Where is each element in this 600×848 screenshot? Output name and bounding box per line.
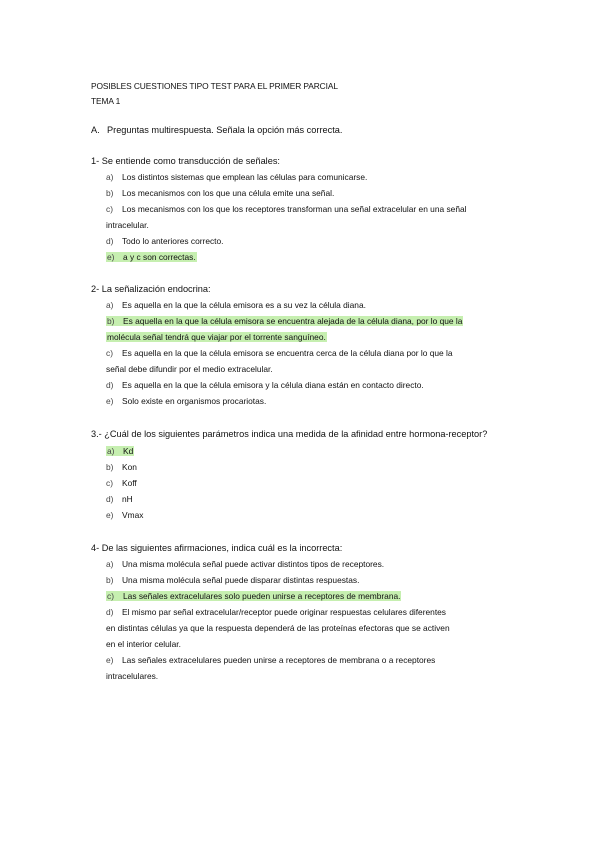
- q3-option-b: b) Kon: [106, 462, 137, 472]
- q2-option-c-cont: señal debe difundir por el medio extracelular.: [106, 364, 273, 374]
- question-2: 2- La señalización endocrina:: [91, 284, 211, 294]
- q2-option-c: c) Es aquella en la que la célula emisora se encuentra cerca de la célula diana por lo que la: [106, 348, 453, 358]
- q1-option-c: c) Los mecanismos con los que los receptores transforman una señal extracelular en una señal: [106, 204, 467, 214]
- q1-option-e: [106, 252, 197, 263]
- option-letter: a): [106, 300, 114, 310]
- section-heading: [91, 125, 342, 136]
- option-letter: a): [106, 559, 114, 569]
- option-letter: d): [106, 607, 114, 617]
- option-letter: c): [107, 591, 114, 601]
- option-letter: e): [106, 510, 114, 520]
- q2-option-d: d) Es aquella en la que la célula emisora y la célula diana están en contacto directo.: [106, 380, 424, 390]
- option-letter: b): [106, 575, 114, 585]
- option-letter: b): [106, 462, 114, 472]
- q4-option-b: b) Una misma molécula señal puede disparar distintas respuestas.: [106, 575, 360, 585]
- q1-option-b: b) Los mecanismos con los que una célula emite una señal.: [106, 188, 335, 198]
- correct-highlight: molécula señal tendrá que viajar por el torrente sanguíneo.: [107, 332, 326, 342]
- option-letter: a): [107, 446, 115, 456]
- question-3: 3.- ¿Cuál de los siguientes parámetros indica una medida de la afinidad entre hormona-receptor?: [91, 429, 488, 439]
- section-number: A.: [91, 125, 100, 135]
- correct-highlight: c) Las señales extracelulares solo pueden unirse a receptores de membrana.: [107, 591, 401, 601]
- q3-option-a: [106, 446, 134, 457]
- q1-option-d: d) Todo lo anteriores correcto.: [106, 236, 224, 246]
- q2-option-b-cont: [106, 332, 327, 343]
- option-letter: d): [106, 494, 114, 504]
- question-4: 4- De las siguientes afirmaciones, indica cuál es la incorrecta:: [91, 543, 343, 553]
- q2-option-b: [106, 316, 463, 327]
- option-letter: d): [106, 236, 114, 246]
- option-letter: a): [106, 172, 114, 182]
- q3-option-d: d) nH: [106, 494, 133, 504]
- option-letter: b): [106, 188, 114, 198]
- option-letter: c): [106, 478, 113, 488]
- q1-option-a: a) Los distintos sistemas que emplean las células para comunicarse.: [106, 172, 368, 182]
- doc-subtitle: TEMA 1: [91, 96, 121, 106]
- q3-option-e: e) Vmax: [106, 510, 144, 520]
- q4-option-d-cont-1: en distintas células ya que la respuesta dependerá de las proteínas efectoras que se activen: [106, 623, 450, 633]
- question-1: 1- Se entiende como transducción de señales:: [91, 156, 280, 166]
- option-letter: b): [107, 316, 115, 326]
- option-letter: c): [106, 348, 113, 358]
- q2-option-a: a) Es aquella en la que la célula emisora es a su vez la célula diana.: [106, 300, 366, 310]
- section-text: Preguntas multirespuesta. Señala la opción más correcta.: [107, 125, 343, 135]
- q4-option-e: e) Las señales extracelulares pueden unirse a receptores de membrana o a receptores: [106, 655, 436, 665]
- q1-option-c-cont: intracelular.: [106, 220, 149, 230]
- q4-option-d-cont-2: en el interior celular.: [106, 639, 181, 649]
- q4-option-a: a) Una misma molécula señal puede activar distintos tipos de receptores.: [106, 559, 385, 569]
- option-letter: d): [106, 380, 114, 390]
- correct-highlight: e) a y c son correctas.: [107, 252, 196, 262]
- option-letter: e): [107, 252, 115, 262]
- doc-title: POSIBLES CUESTIONES TIPO TEST PARA EL PRIMER PARCIAL: [91, 81, 338, 91]
- option-letter: c): [106, 204, 113, 214]
- correct-highlight: b) Es aquella en la que la célula emisora se encuentra alejada de la célula diana, por lo que la: [107, 316, 463, 326]
- q2-option-e: e) Solo existe en organismos procariotas.: [106, 396, 267, 406]
- q4-option-d: d) El mismo par señal extracelular/receptor puede originar respuestas celulares diferentes: [106, 607, 446, 617]
- q4-option-e-cont: intracelulares.: [106, 671, 159, 681]
- option-letter: e): [106, 396, 114, 406]
- q3-option-c: c) Koff: [106, 478, 137, 488]
- option-letter: e): [106, 655, 114, 665]
- correct-highlight: a) Kd: [107, 446, 134, 456]
- q4-option-c: [106, 591, 401, 602]
